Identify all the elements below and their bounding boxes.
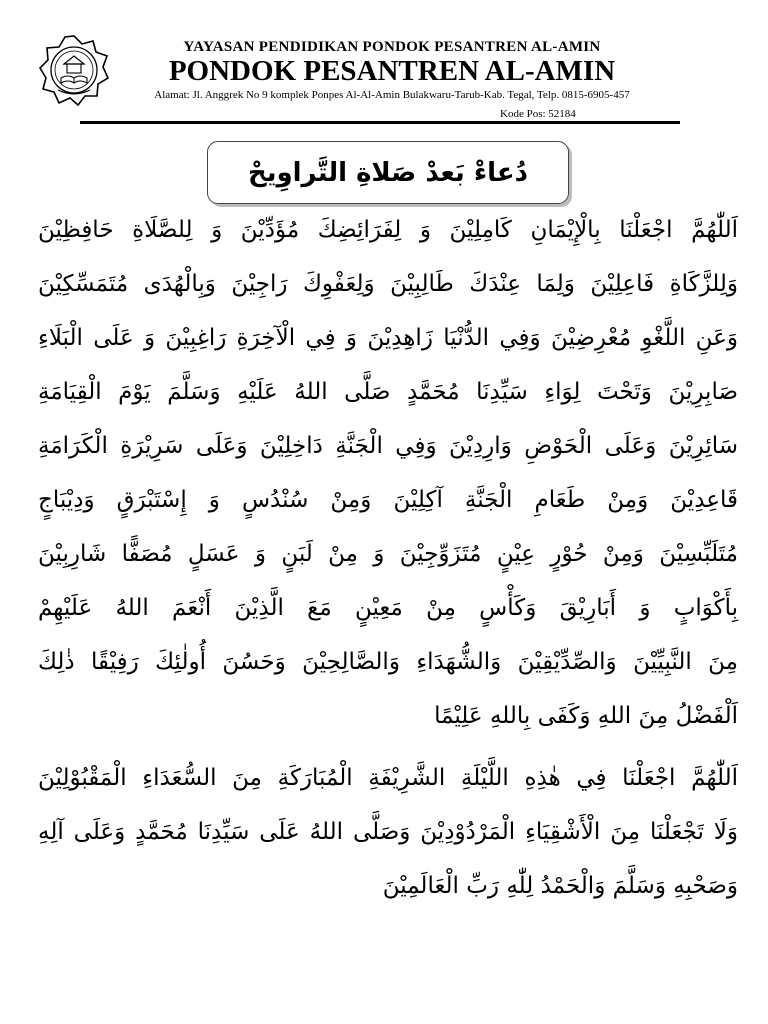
prayer-line: اَللّٰهُمَّ اجْعَلْنَا بِالْإِيْمَانِ كَامِلِيْنَ وَ لِفَرَائِضِكَ مُؤَدِّيْنَ وَ لِلصَّلَاةِ حَافِظِيْنَ (38, 217, 738, 243)
prayer-line: صَابِرِيْنَ وَتَحْتَ لِوَاءِ سَيِّدِنَا مُحَمَّدٍ صَلَّى اللهُ عَلَيْهِ وَسَلَّمَ يَوْمَ الْقِيَامَةِ (38, 379, 738, 405)
prayer-line: وَلِلزَّكَاةِ فَاعِلِيْنَ وَلِمَا عِنْدَكَ طَالِبِيْنَ وَلِعَفْوِكَ رَاجِيْنَ وَبِالْهُدَى مُتَمَسِّكِيْنَ (38, 271, 738, 297)
foundation-name: YAYASAN PENDIDIKAN PONDOK PESANTREN AL-AMIN (183, 39, 601, 55)
prayer-text (38, 203, 738, 913)
prayer-line: اَلْفَضْلُ مِنَ اللهِ وَكَفَى بِاللهِ عَلِيْمًا (434, 703, 738, 729)
prayer-line: سَائِرِيْنَ وَعَلَى الْحَوْضِ وَارِدِيْنَ وَفِي الْجَنَّةِ دَاخِلِيْنَ وَعَلَى سَرِيْرَةِ الْكَرَامَةِ (38, 433, 738, 459)
postal-code: Kode Pos: 52184 (500, 108, 576, 120)
prayer-line: قَاعِدِيْنَ وَمِنْ طَعَامِ الْجَنَّةِ آكِلِيْنَ وَمِنْ سُنْدُسٍ وَ إِسْتَبْرَقٍ وَدِيْبَاجٍ (38, 487, 738, 513)
address: Alamat: Jl. Anggrek No 9 komplek Ponpes Al-Al-Amin Bulakwaru-Tarub-Kab. Tegal, Telp. 0815-6905-457 (154, 89, 630, 101)
letterhead-divider (80, 121, 680, 124)
pesantren-emblem-icon (38, 34, 110, 106)
prayer-title: دُعاءْ بَعدْ صَلاةِ التَّراوِيحْ (247, 157, 529, 188)
prayer-line: مُتَلَبِّسِيْنَ وَمِنْ حُوْرٍ عِيْنٍ مُتَزَوِّجِيْنَ وَ مِنْ لَبَنٍ وَ عَسَلٍ مُصَفًّا شَارِبِيْنَ (38, 541, 738, 567)
prayer-line: وَصَحْبِهِ وَسَلَّمَ وَالْحَمْدُ لِلّٰهِ رَبِّ الْعَالَمِيْنَ (382, 873, 738, 899)
letterhead (0, 0, 768, 125)
title-box (207, 141, 569, 204)
prayer-line: بِأَكْوَابٍ وَ أَبَارِيْقَ وَكَأْسٍ مِنْ مَعِيْنٍ مَعَ الَّذِيْنَ أَنْعَمَ اللهُ عَلَيْهِمْ (38, 595, 738, 621)
prayer-line: وَعَنِ اللَّغْوِ مُعْرِضِيْنَ وَفِي الدُّنْيَا زَاهِدِيْنَ وَ فِي الْآخِرَةِ رَاغِبِيْنَ وَ عَلَى الْبَلَاءِ (38, 325, 738, 351)
prayer-line: اَللّٰهُمَّ اجْعَلْنَا فِي هٰذِهِ اللَّيْلَةِ الشَّرِيْفَةِ الْمُبَارَكَةِ مِنَ السُّعَدَاءِ الْمَقْبُوْلِيْنَ (38, 765, 738, 791)
institution-name: PONDOK PESANTREN AL-AMIN (168, 55, 616, 87)
prayer-line: مِنَ النَّبِيِّيْنَ وَالصِّدِّيْقِيْنَ وَالشُّهَدَاءِ وَالصَّالِحِيْنَ وَحَسُنَ أُولٰئِكَ رَفِيْقًا ذٰلِكَ (38, 649, 738, 675)
prayer-line: وَلَا تَجْعَلْنَا مِنَ الْأَشْقِيَاءِ الْمَرْدُوْدِيْنَ وَصَلَّى اللهُ عَلَى سَيِّدِنَا مُحَمَّدٍ وَعَلَى آلِهِ (38, 819, 738, 845)
letterhead-text (112, 38, 672, 102)
